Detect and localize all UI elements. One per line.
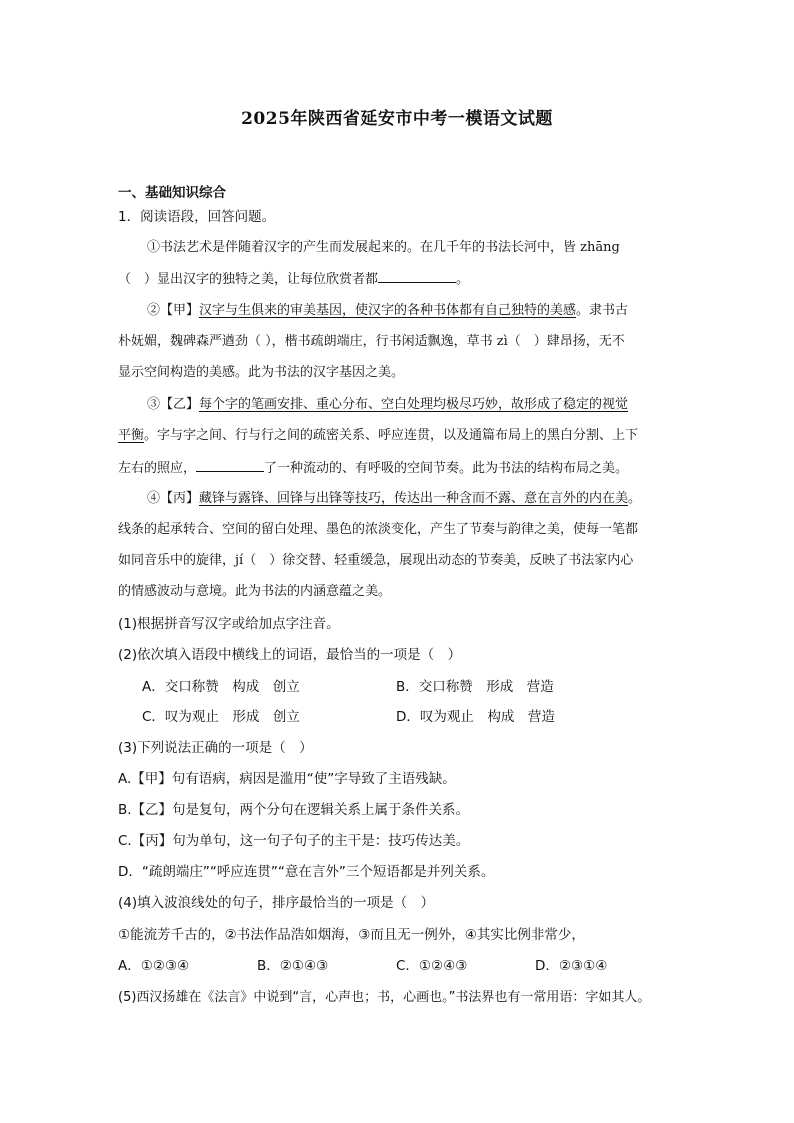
page-title: 2025年陕西省延安市中考一模语文试题 xyxy=(241,109,553,129)
p1-end: 。 xyxy=(456,272,470,287)
option-3b: B.【乙】句是复句，两个分句在逻辑关系上属于条件关系。 xyxy=(118,802,470,818)
blank-line xyxy=(196,457,264,472)
option-4d: D．②③①④ xyxy=(535,958,608,974)
question-1-stem: 1．阅读语段，回答问题。 xyxy=(118,209,276,225)
label-bing: ④【丙】 xyxy=(147,491,200,506)
option-4a: A．①②③④ xyxy=(118,958,190,974)
option-3a: A.【甲】句有语病，病因是滥用“使”字导致了主语残缺。 xyxy=(118,771,456,787)
passage-p3-line3 xyxy=(118,457,628,479)
sentence-yi-3: 平衡 xyxy=(118,428,145,443)
passage-p1-line1: ①书法艺术是伴随着汉字的产生而发展起来的。在几千年的书法长河中，皆 zhāng xyxy=(147,240,620,255)
passage-p2-line2: 朴妩媚，魏碑森严遒劲（ ），楷书疏朗端庄，行书闲适飘逸，草书 zì（ ）肆昂扬，无不 xyxy=(118,334,625,349)
option-3c: C.【丙】句为单句，这一句子句子的主干是：技巧传达美。 xyxy=(118,833,470,849)
passage-p3-line2 xyxy=(118,426,638,446)
p3-text: 。字与字之间、行与行之间的疏密关系、呼应连贯，以及通篇布局上的黑白分割、上下 xyxy=(144,428,639,443)
option-2c: C．叹为观止 形成 创立 xyxy=(142,709,300,725)
p4-tail: 。 xyxy=(628,491,642,506)
sentence-bing: 藏锋与露锋、回锋与出锋等技巧，传达出一种含而不露、意在言外的内在美 xyxy=(199,491,629,506)
passage-p4-line1 xyxy=(147,489,641,509)
option-4b: B．②①④③ xyxy=(257,958,329,974)
passage-p2-line1 xyxy=(147,301,628,321)
p3-text3: 了一种流动的、有呼吸的空间节奏。此为书法的结构布局之美。 xyxy=(264,461,629,476)
p3-text2: 左右的照应， xyxy=(118,461,197,476)
label-yi: ③【乙】 xyxy=(147,397,200,412)
sentence-jia: 汉字与生俱来的审美基因，使汉字的各种书体都有自己独特的美感 xyxy=(199,303,577,318)
subquestion-4: (4)填入波浪线处的句子，排序最恰当的一项是（ ） xyxy=(118,895,435,911)
option-2b: B．交口称赞 形成 营造 xyxy=(396,679,554,695)
blank-line xyxy=(378,268,456,283)
passage-p2-line3: 显示空间构造的美感。此为书法的汉字基因之美。 xyxy=(118,365,405,380)
subquestion-3: (3)下列说法正确的一项是（ ） xyxy=(118,740,313,756)
p1-text: （ ）显出汉字的独特之美，让每位欣赏者都 xyxy=(118,272,379,287)
passage-p4-line2: 线条的起承转合、空间的留白处理、墨色的浓淡变化，产生了节奏与韵律之美，使每一笔都 xyxy=(118,522,639,537)
p2-tail: 。隶书古 xyxy=(576,303,629,318)
sentence-yi-2: 故形成了稳定的视觉 xyxy=(511,397,629,412)
option-2d: D．叹为观止 构成 营造 xyxy=(396,709,555,725)
subquestion-1: (1)根据拼音写汉字或给加点字注音。 xyxy=(118,616,340,632)
section-heading: 一、基础知识综合 xyxy=(118,185,226,201)
option-2a: A．交口称赞 构成 创立 xyxy=(142,679,300,695)
passage-p3-line1 xyxy=(147,395,628,415)
subquestion-2: (2)依次填入语段中横线上的词语，最恰当的一项是（ ） xyxy=(118,647,462,663)
subquestion-4-items: ①能流芳千古的，②书法作品浩如烟海，③而且无一例外，④其实比例非常少， xyxy=(118,927,585,943)
option-3d: D．“疏朗端庄”“呼应连贯”“意在言外”三个短语都是并列关系。 xyxy=(118,864,495,880)
passage-p4-line4: 的情感波动与意境。此为书法的内涵意蕴之美。 xyxy=(118,584,392,599)
subquestion-5: (5)西汉扬雄在《法言》中说到“言，心声也；书，心画也。”书法界也有一常用语：字如其人。 xyxy=(118,990,651,1005)
passage-p4-line3: 如同音乐中的旋律，jí（ ）徐交替、轻重缓急，展现出动态的节奏美，反映了书法家内心 xyxy=(118,553,634,568)
option-4c: C．①②④③ xyxy=(396,958,468,974)
sentence-yi: 每个字的笔画安排、重心分布、空白处理均极尽巧妙， xyxy=(199,397,512,412)
label-jia: ②【甲】 xyxy=(147,303,200,318)
passage-p1-line2 xyxy=(118,268,469,290)
